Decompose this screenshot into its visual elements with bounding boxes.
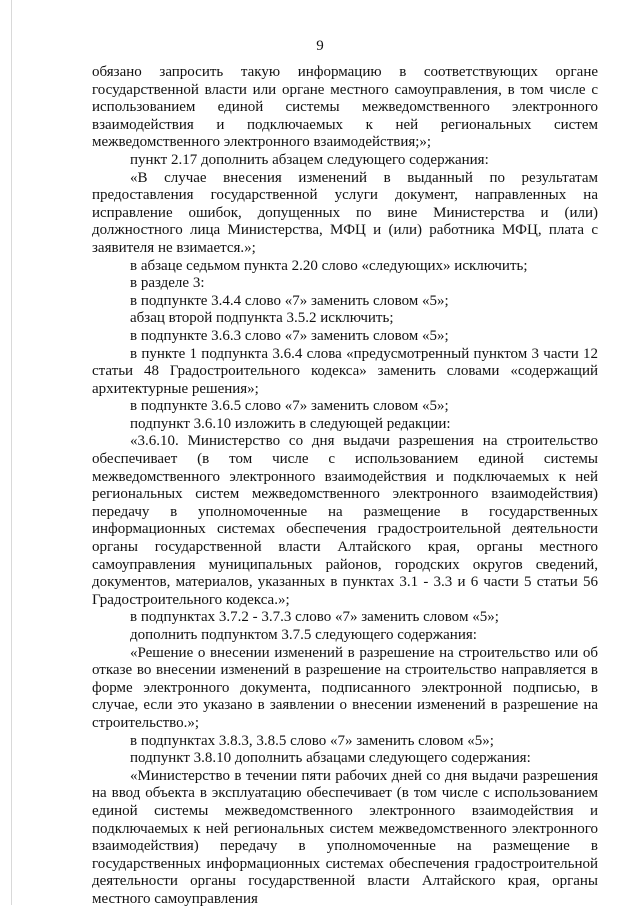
paragraph: подпункт 3.6.10 изложить в следующей редакции: bbox=[130, 415, 451, 432]
paragraph: в подпункте 3.6.3 слово «7» заменить словом «5»; bbox=[130, 327, 449, 344]
paragraph: в подпункте 3.4.4 слово «7» заменить словом «5»; bbox=[130, 292, 449, 309]
paragraph: в подпунктах 3.7.2 - 3.7.3 слово «7» заменить словом «5»; bbox=[130, 609, 499, 626]
paragraph: подпункт 3.8.10 дополнить абзацами следующего содержания: bbox=[130, 750, 531, 767]
paragraph: в абзаце седьмом пункта 2.20 слово «следующих» исключить; bbox=[130, 257, 528, 274]
paragraph: в подпункте 3.6.5 слово «7» заменить словом «5»; bbox=[130, 398, 449, 415]
page-number: 9 bbox=[316, 38, 324, 54]
paragraph: абзац второй подпункта 3.5.2 исключить; bbox=[130, 310, 394, 327]
paragraph: «В случае внесения изменений в выданный по результатам предоставления государственной услуги документ, направленных на исправление ошибок, допущенных по вине Министерства и (или) должностного лица Министерства, МФЦ и (или) работника МФЦ, плата с заявителя не взимается.»; bbox=[92, 169, 598, 256]
scan-edge-line bbox=[11, 0, 12, 905]
paragraph: в пункте 1 подпункта 3.6.4 слова «предусмотренный пунктом 3 части 12 статьи 48 Градостроительного кодекса» заменить словами «содержащий архитектурные решения»; bbox=[92, 345, 598, 397]
paragraph: в разделе 3: bbox=[130, 275, 205, 292]
paragraph: «3.6.10. Министерство со дня выдачи разрешения на строительство обеспечивает (в том числе с использованием единой системы межведомственного электронного взаимодействия и подключаемых к ней региональных систем межведомственного электронного взаимодействия) передачу в уполномоченные на размещение в государственных информационных системах обеспечения градостроительной деятельности органы государственной власти Алтайского края, органы местного самоуправления муниципальных районов, городских округов сведений, документов, материалов, указанных в пунктах 3.1 - 3.3 и 6 части 5 статьи 56 Градостроительного кодекса.»; bbox=[92, 433, 598, 608]
paragraph: «Решение о внесении изменений в разрешение на строительство или об отказе во внесении изменений в разрешение на строительство направляется в форме электронного документа, подписанного электронной подписью, в случае, если это указано в заявлении о внесении изменений в разрешение на строительство.»; bbox=[92, 644, 598, 731]
paragraph: в подпунктах 3.8.3, 3.8.5 слово «7» заменить словом «5»; bbox=[130, 732, 494, 749]
paragraph: обязано запросить такую информацию в соответствующих органе государственной власти или органе местного самоуправления, в том числе с использованием единой системы межведомственного электронного взаимодействия и подключаемых к ней региональных систем межведомственного электронного взаимодействия;»; bbox=[92, 64, 598, 151]
paragraph: пункт 2.17 дополнить абзацем следующего содержания: bbox=[130, 151, 489, 168]
paragraph: «Министерство в течении пяти рабочих дней со дня выдачи разрешения на ввод объекта в эксплуатацию обеспечивает (в том числе с использованием единой системы межведомственного электронного взаимодействия и подключаемых к ней региональных систем межведомственного электронного взаимодействия) передачу в уполномоченные на размещение в государственных информационных системах обеспечения градостроительной деятельности органы государственной власти Алтайского края, органы местного самоуправления bbox=[92, 767, 598, 907]
paragraph: дополнить подпунктом 3.7.5 следующего содержания: bbox=[130, 627, 477, 643]
document-body bbox=[92, 64, 598, 909]
